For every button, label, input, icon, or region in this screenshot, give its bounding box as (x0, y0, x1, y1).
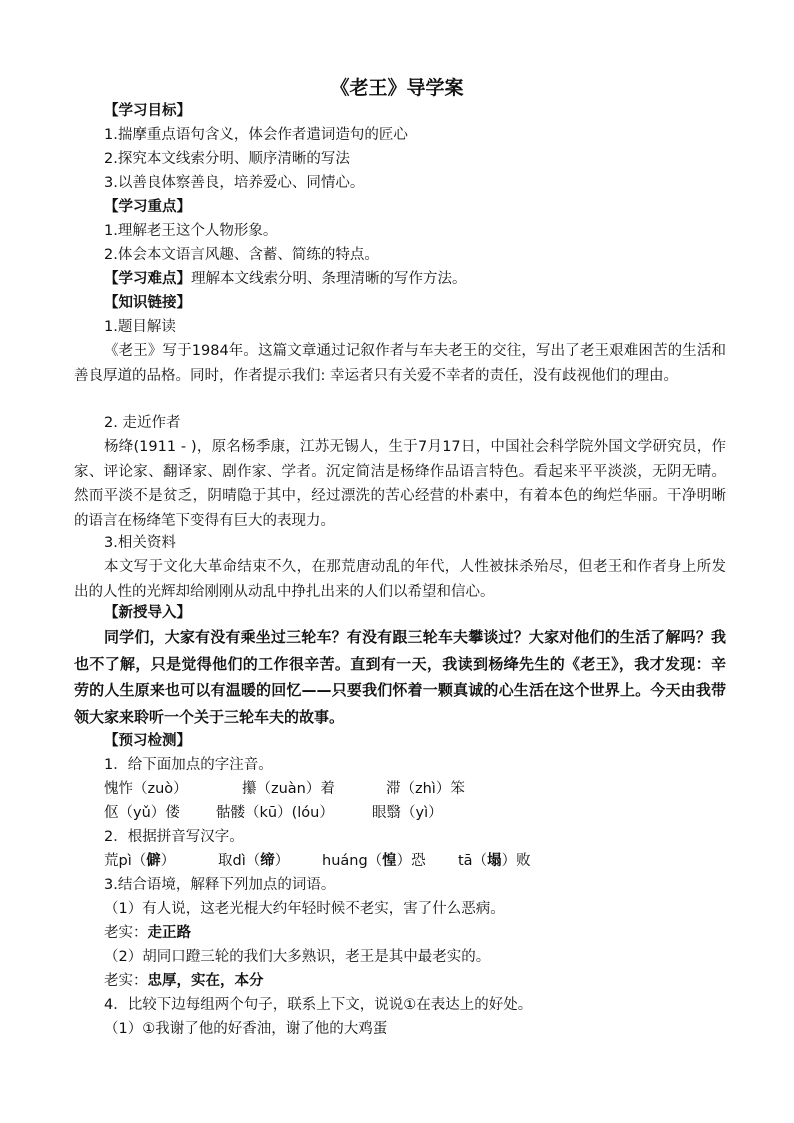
knowledge-paragraph: 杨绛(1911 - )，原名杨季康，江苏无锡人，生于7月17日，中国社会科学院外国文学研究员，作家、评论家、翻译家、剧作家、学者。沉定简洁是杨绛作品语言特色。看起来平平淡淡，无阴无晴。然而平淡不是贫乏，阴晴隐于其中，经过漂洗的苦心经营的朴素中，有着本色的绚烂华丽。干净明晰的语言在杨绛笔下变得有巨大的表现力。 (74, 439, 726, 529)
hanzi-answer: 僻 (146, 853, 161, 869)
knowledge-paragraph: 《老王》写于1984年。这篇文章通过记叙作者与车夫老王的交往，写出了老王艰难困苦的生活和善良厚道的品格。同时，作者提示我们: 幸运者只有关爱不幸者的责任，没有歧视他们的理由。 (74, 343, 726, 384)
goals-heading: 【学习目标】 (104, 103, 191, 119)
question-3-sentence: （1）有人说，这老光棍大约年轻时候不老实，害了什么恶病。 (104, 901, 505, 917)
intro-heading: 【新授导入】 (104, 605, 191, 621)
keypoint-item: 2.体会本文语言风趣、含蓄、简练的特点。 (104, 247, 379, 263)
pinyin-item: 骷髅（kū）(lóu） (216, 805, 334, 821)
answer-text: 走正路 (147, 925, 191, 941)
difficulty-text: 理解本文线索分明、条理清晰的写作方法。 (191, 271, 467, 287)
question-2: 2．根据拼音写汉字。 (104, 829, 244, 845)
difficulty-heading: 【学习难点】 (104, 271, 191, 287)
pinyin-item: 伛（yǔ）偻 (104, 805, 180, 821)
intro-paragraph: 同学们，大家有没有乘坐过三轮车？有没有跟三轮车夫攀谈过？大家对他们的生活了解吗？我也不了解，只是觉得他们的工作很辛苦。直到有一天，我读到杨绛先生的《老王》，我才发现：辛劳的人生原来也可以有温暖的回忆——只要我们怀着一颗真诚的心生活在这个世界上。今天由我带领大家来聆听一个关于三轮车夫的故事。 (74, 628, 726, 726)
goal-item: 3.以善良体察善良，培养爱心、同情心。 (104, 175, 365, 191)
answer-text: 忠厚，实在，本分 (147, 973, 264, 989)
question-4: 4．比较下边每组两个句子，联系上下文，说说①在表达上的好处。 (104, 997, 533, 1013)
question-4-sentence: （1）①我谢了他的好香油，谢了他的大鸡蛋 (104, 1021, 388, 1037)
knowledge-subtitle: 3.相关资料 (104, 535, 176, 551)
goal-item: 1.揣摩重点语句含义，体会作者遣词造句的匠心 (104, 127, 408, 143)
pinyin-item: 滞（zhì）笨 (386, 781, 465, 797)
knowledge-paragraph: 本文写于文化大革命结束不久，在那荒唐动乱的年代，人性被抹杀殆尽，但老王和作者身上所发出的人性的光辉却给刚刚从动乱中挣扎出来的人们以希望和信心。 (74, 559, 726, 600)
difficulty-line (104, 269, 726, 289)
hanzi-item: 取dì（缔） (218, 853, 290, 869)
preview-heading: 【预习检测】 (104, 733, 191, 749)
knowledge-heading: 【知识链接】 (104, 295, 191, 311)
hanzi-item: 荒pì（僻） (104, 853, 176, 869)
page-title: 《老王》导学案 (330, 77, 464, 99)
question-3-answer: 老实：忠厚，实在，本分 (104, 973, 264, 989)
pinyin-item: 攥（zuàn）着 (242, 781, 335, 797)
question-1: 1．给下面加点的字注音。 (104, 757, 273, 773)
hanzi-answer: 塌 (487, 853, 502, 869)
question-3-answer: 老实：走正路 (104, 925, 191, 941)
knowledge-subtitle: 2. 走近作者 (104, 415, 181, 431)
pinyin-item: 愧怍（zuò） (104, 781, 188, 797)
pinyin-item: 眼翳（yì） (372, 805, 443, 821)
knowledge-subtitle: 1.题目解读 (104, 319, 176, 335)
hanzi-item: huáng（惶）恐 (322, 853, 426, 869)
keypoint-item: 1.理解老王这个人物形象。 (104, 223, 278, 239)
hanzi-answer: 缔 (260, 853, 275, 869)
hanzi-item: tā（塌）败 (458, 853, 531, 869)
keypoints-heading: 【学习重点】 (104, 199, 191, 215)
question-3: 3.结合语境，解释下列加点的词语。 (104, 877, 336, 893)
goal-item: 2.探究本文线索分明、顺序清晰的写法 (104, 151, 350, 167)
hanzi-answer: 惶 (382, 853, 397, 869)
question-3-sentence: （2）胡同口蹬三轮的我们大多熟识，老王是其中最老实的。 (104, 949, 491, 965)
